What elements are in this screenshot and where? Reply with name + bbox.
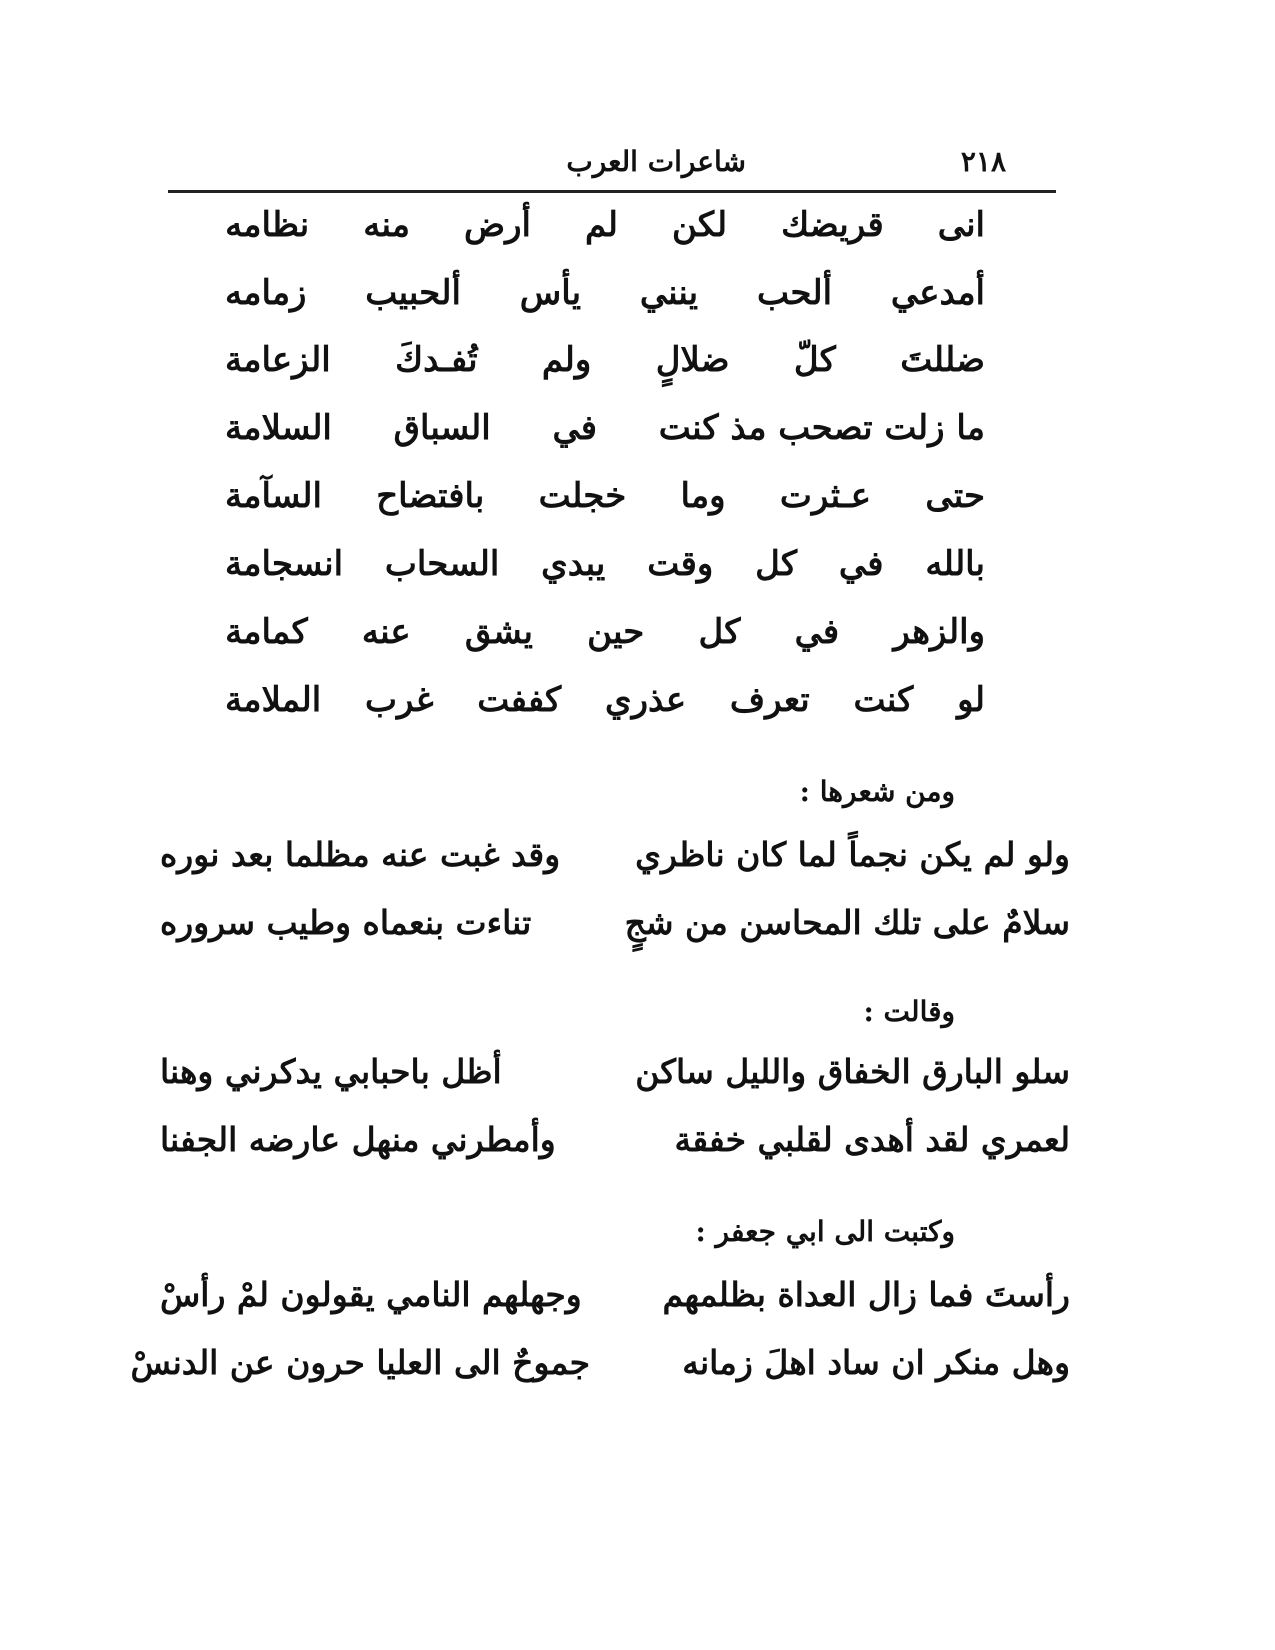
couplet	[160, 835, 1070, 875]
hemistich-second: وأمطرني منهل عارضه الجفنا	[160, 1120, 556, 1159]
poem-word: يأس	[519, 273, 582, 313]
poem-word: لكن	[672, 205, 728, 245]
couplet	[160, 1052, 1070, 1092]
couplet	[160, 1120, 1070, 1160]
hemistich-second: تناءت بنعماه وطيب سروره	[160, 903, 532, 942]
hemistich-second: أظل باحبابي يدكرني وهنا	[160, 1052, 502, 1091]
poem-word: بافتضاح	[376, 476, 485, 516]
poem-word: عذري	[604, 680, 687, 720]
poem-line-6	[225, 544, 985, 585]
poem-word: عنه	[361, 612, 411, 652]
header-rule	[168, 190, 1056, 193]
poem-word: في	[794, 612, 840, 652]
poem-word: قریضك	[781, 205, 884, 245]
poem-word: انی	[937, 205, 985, 245]
poem-word: ما زلت تصحب مذ كنت	[658, 408, 985, 448]
couplet	[160, 903, 1070, 943]
poem-word: ضلالٍ	[655, 340, 730, 380]
poem-word: كل	[698, 612, 741, 652]
poem-word: كمامة	[225, 612, 308, 652]
couplet	[160, 1275, 1070, 1315]
hemistich-second: جموحٌ الى العليا حرون عن الدنسْ	[130, 1343, 590, 1382]
hemistich-first: رأستَ فما زال العداة بظلمهم	[662, 1275, 1070, 1314]
page-header	[168, 143, 1056, 187]
poem-line-4	[225, 408, 985, 449]
poem-word: كل	[755, 544, 798, 584]
poem-word: حتى	[925, 476, 985, 516]
poem-word: خجلت	[538, 476, 627, 516]
poem-line-2	[225, 273, 985, 314]
hemistich-first: لعمري لقد أهدى لقلبي خفقة	[674, 1120, 1070, 1159]
poem-line-8	[225, 680, 985, 721]
poem-word: الملامة	[225, 680, 322, 720]
poem-word: ألحب	[756, 273, 833, 313]
poem-word: كنت	[853, 680, 914, 720]
poem-word: وما	[680, 476, 726, 516]
hemistich-first: سلو البارق الخفاق والليل ساكن	[635, 1052, 1070, 1091]
poem-word: كففت	[477, 680, 562, 720]
poem-word: ألحبيب	[365, 273, 461, 313]
poem-line-1	[225, 205, 985, 246]
poem-line-7	[225, 612, 985, 653]
poem-word: زمامه	[225, 273, 307, 313]
page-number: ٢١٨	[960, 145, 1006, 178]
poem-word: السآمة	[225, 476, 322, 516]
running-title: شاعرات العرب	[566, 145, 746, 178]
poem-word: لم	[585, 205, 618, 245]
poem-word: يشق	[464, 612, 533, 652]
poem-word: والزهر	[893, 612, 985, 652]
poem-word: السباق	[393, 408, 491, 448]
section-intro: وكتبت الى ابي جعفر :	[695, 1215, 955, 1248]
poem-word: غرب	[364, 680, 434, 720]
hemistich-first: وهل منكر ان ساد اهلَ زمانه	[682, 1343, 1070, 1382]
hemistich-second: وقد غبت عنه مظلما بعد نوره	[160, 835, 561, 874]
poem-word: ولم	[541, 340, 592, 380]
poem-word: نظامه	[225, 205, 310, 245]
poem-word: تُفـدكَ	[395, 340, 478, 380]
poem-word: أمدعي	[890, 273, 985, 313]
hemistich-first: ولو لم يكن نجماً لما كان ناظري	[635, 835, 1070, 874]
poem-word: منه	[363, 205, 410, 245]
poem-word: انسجامة	[225, 544, 344, 584]
poem-word: أرض	[463, 205, 531, 245]
poem-word: ينني	[639, 273, 699, 313]
poem-word: بالله	[925, 544, 985, 584]
poem-word: وقت	[647, 544, 714, 584]
section-intro: ومن شعرها :	[799, 775, 955, 808]
section-intro: وقالت :	[863, 995, 955, 1028]
poem-word: يبدي	[541, 544, 606, 584]
poem-word: ضللتَ	[900, 340, 985, 380]
hemistich-second: وجهلهم النامي يقولون لمْ رأسْ	[160, 1275, 582, 1314]
poem-word: عـثرت	[779, 476, 872, 516]
couplet	[130, 1343, 1070, 1383]
hemistich-first: سلامٌ على تلك المحاسن من شجٍ	[624, 903, 1070, 942]
poem-line-5	[225, 476, 985, 517]
poem-word: كلّ	[793, 340, 836, 380]
poem-line-3	[225, 340, 985, 381]
poem-word: في	[552, 408, 598, 448]
poem-word: السحاب	[384, 544, 500, 584]
poem-word: السلامة	[225, 408, 332, 448]
poem-word: في	[838, 544, 884, 584]
poem-word: حين	[587, 612, 645, 652]
poem-word: تعرف	[729, 680, 810, 720]
poem-word: الزعامة	[225, 340, 331, 380]
poem-word: لو	[957, 680, 985, 720]
